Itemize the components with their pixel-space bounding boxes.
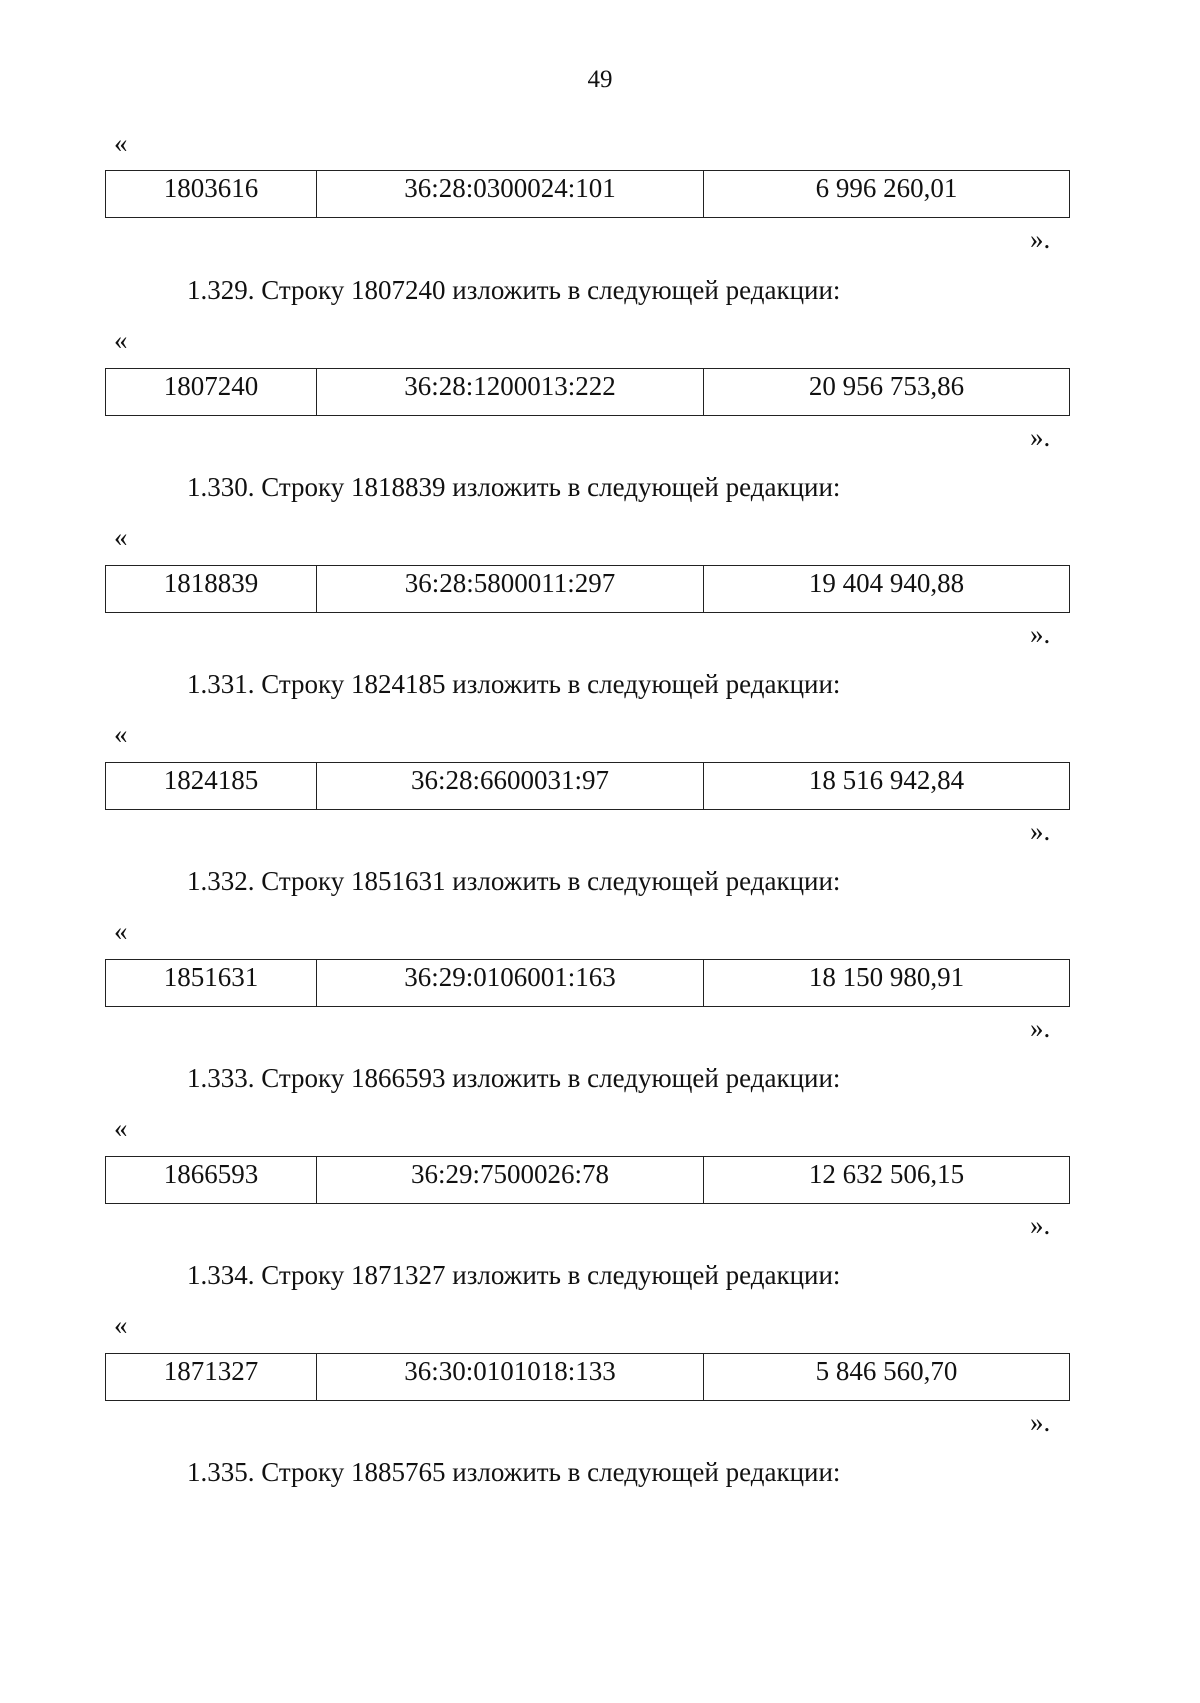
row-id-cell: 1866593: [106, 1157, 317, 1204]
replacement-row-table: [105, 959, 1070, 1007]
close-quote: ».: [1030, 619, 1051, 649]
open-quote: «: [114, 916, 128, 946]
cadastral-value-cell: 5 846 560,70: [704, 1354, 1070, 1401]
open-quote: «: [114, 1310, 128, 1340]
cadastral-number-cell: 36:28:5800011:297: [317, 566, 704, 613]
close-quote: ».: [1030, 1210, 1051, 1240]
cadastral-number-cell: 36:29:7500026:78: [317, 1157, 704, 1204]
amendment-instruction: 1.332. Строку 1851631 изложить в следующей редакции:: [187, 866, 841, 896]
replacement-row-table: [105, 1353, 1070, 1401]
table-row: [106, 369, 1070, 416]
open-quote: «: [114, 128, 128, 158]
row-id-cell: 1807240: [106, 369, 317, 416]
open-quote: «: [114, 325, 128, 355]
row-id-cell: 1851631: [106, 960, 317, 1007]
table-row: [106, 171, 1070, 218]
open-quote: «: [114, 719, 128, 749]
table-row: [106, 763, 1070, 810]
amendment-instruction: 1.330. Строку 1818839 изложить в следующей редакции:: [187, 472, 841, 502]
cadastral-value-cell: 18 516 942,84: [704, 763, 1070, 810]
replacement-row-table: [105, 762, 1070, 810]
replacement-row-table: [105, 565, 1070, 613]
cadastral-value-cell: 20 956 753,86: [704, 369, 1070, 416]
cadastral-value-cell: 6 996 260,01: [704, 171, 1070, 218]
table-row: [106, 960, 1070, 1007]
amendment-instruction: 1.334. Строку 1871327 изложить в следующей редакции:: [187, 1260, 841, 1290]
cadastral-number-cell: 36:29:0106001:163: [317, 960, 704, 1007]
cadastral-number-cell: 36:28:1200013:222: [317, 369, 704, 416]
close-quote: ».: [1030, 1407, 1051, 1437]
page-number: 49: [587, 66, 613, 93]
close-quote: ».: [1030, 816, 1051, 846]
replacement-row-table: [105, 368, 1070, 416]
close-quote: ».: [1030, 422, 1051, 452]
row-id-cell: 1824185: [106, 763, 317, 810]
row-id-cell: 1871327: [106, 1354, 317, 1401]
open-quote: «: [114, 1113, 128, 1143]
replacement-row-table: [105, 170, 1070, 218]
row-id-cell: 1818839: [106, 566, 317, 613]
amendment-instruction: 1.335. Строку 1885765 изложить в следующей редакции:: [187, 1457, 841, 1487]
table-row: [106, 566, 1070, 613]
cadastral-value-cell: 19 404 940,88: [704, 566, 1070, 613]
table-row: [106, 1354, 1070, 1401]
replacement-row-table: [105, 1156, 1070, 1204]
close-quote: ».: [1030, 224, 1051, 254]
amendment-instruction: 1.329. Строку 1807240 изложить в следующей редакции:: [187, 275, 841, 305]
amendment-instruction: 1.331. Строку 1824185 изложить в следующей редакции:: [187, 669, 841, 699]
table-row: [106, 1157, 1070, 1204]
cadastral-value-cell: 18 150 980,91: [704, 960, 1070, 1007]
cadastral-value-cell: 12 632 506,15: [704, 1157, 1070, 1204]
close-quote: ».: [1030, 1013, 1051, 1043]
open-quote: «: [114, 522, 128, 552]
cadastral-number-cell: 36:30:0101018:133: [317, 1354, 704, 1401]
cadastral-number-cell: 36:28:0300024:101: [317, 171, 704, 218]
amendment-instruction: 1.333. Строку 1866593 изложить в следующей редакции:: [187, 1063, 841, 1093]
cadastral-number-cell: 36:28:6600031:97: [317, 763, 704, 810]
row-id-cell: 1803616: [106, 171, 317, 218]
